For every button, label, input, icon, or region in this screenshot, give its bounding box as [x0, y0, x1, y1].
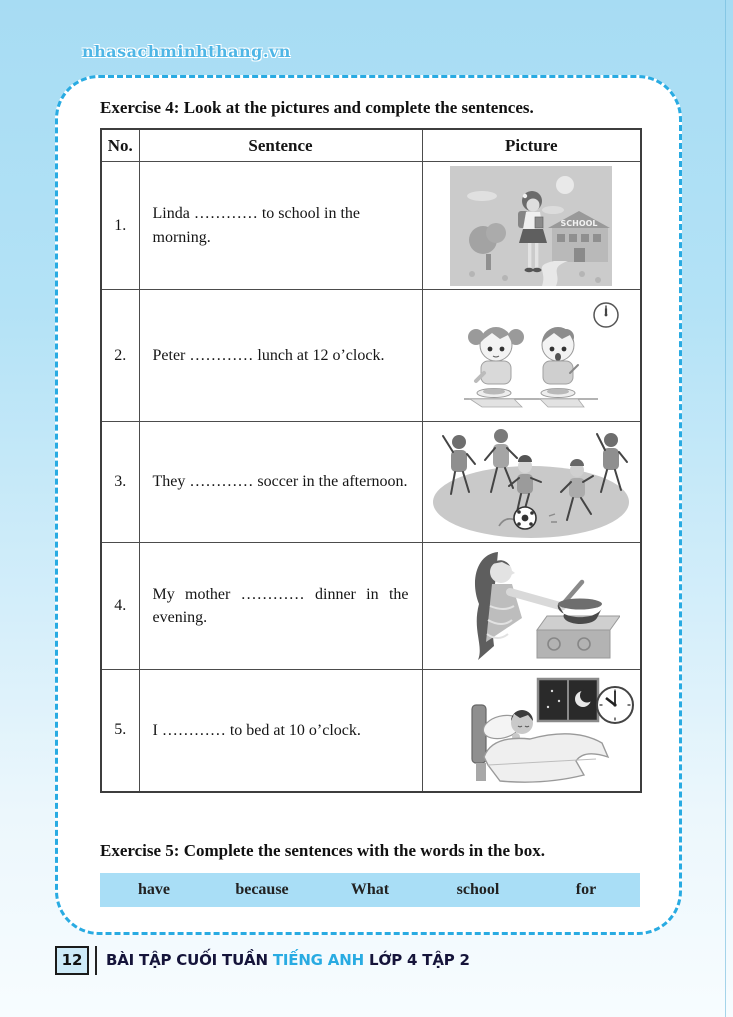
table-row: [101, 162, 641, 290]
row-number: 2.: [101, 290, 139, 422]
book-title: [106, 946, 470, 975]
page-edge-line: [725, 0, 726, 1017]
row-picture: [422, 162, 641, 290]
exercise4-title: Exercise 4: Look at the pictures and complete the sentences.: [100, 98, 534, 117]
page-number-badge: 12: [55, 946, 89, 975]
book-title-suffix: LỚP 4 TẬP 2: [368, 951, 470, 969]
exercise5-title: Exercise 5: Complete the sentences with the words in the box.: [100, 841, 545, 860]
mother-cooking-picture: [442, 546, 620, 666]
row-sentence: Linda ………… to school in the morning.: [139, 162, 422, 290]
row-number: 5.: [101, 670, 139, 792]
row-number: 3.: [101, 422, 139, 543]
row-number: 4.: [101, 543, 139, 670]
book-title-prefix: BÀI TẬP CUỐI TUẦN: [106, 951, 268, 969]
footer: [0, 946, 733, 978]
word-box-item: for: [575, 881, 597, 898]
table-row: [101, 543, 641, 670]
row-sentence: I ………… to bed at 10 o’clock.: [139, 670, 422, 792]
footer-divider: [95, 946, 97, 975]
word-box-item: What: [350, 881, 390, 898]
word-box-item: because: [235, 881, 289, 898]
word-box: [100, 873, 640, 907]
row-picture: [422, 543, 641, 670]
table-row: [101, 422, 641, 543]
row-sentence: Peter ………… lunch at 12 o’clock.: [139, 290, 422, 422]
header-picture: Picture: [422, 129, 641, 162]
exercise4-table: [100, 128, 642, 793]
row-number: 1.: [101, 162, 139, 290]
row-picture: [422, 422, 641, 543]
worksheet-card: [55, 75, 682, 935]
boys-playing-soccer-picture: [429, 424, 634, 540]
row-picture: [422, 670, 641, 792]
row-picture: [422, 290, 641, 422]
table-header-row: [101, 129, 641, 162]
header-sentence: Sentence: [139, 129, 422, 162]
table-row: [101, 670, 641, 792]
row-sentence: My mother ………… dinner in the evening.: [139, 543, 422, 670]
site-watermark: nhasachminhthang.vn: [82, 42, 291, 61]
word-box-item: have: [138, 881, 170, 898]
children-eating-lunch-picture: [436, 297, 626, 415]
book-title-highlight: TIẾNG ANH: [272, 951, 364, 969]
girl-walking-to-school-picture: [450, 166, 612, 286]
header-no: No.: [101, 129, 139, 162]
table-row: [101, 290, 641, 422]
boy-sleeping-picture: [426, 673, 636, 787]
svg-text:SCHOOL: SCHOOL: [560, 218, 598, 228]
word-box-item: school: [456, 881, 500, 898]
row-sentence: They ………… soccer in the afternoon.: [139, 422, 422, 543]
